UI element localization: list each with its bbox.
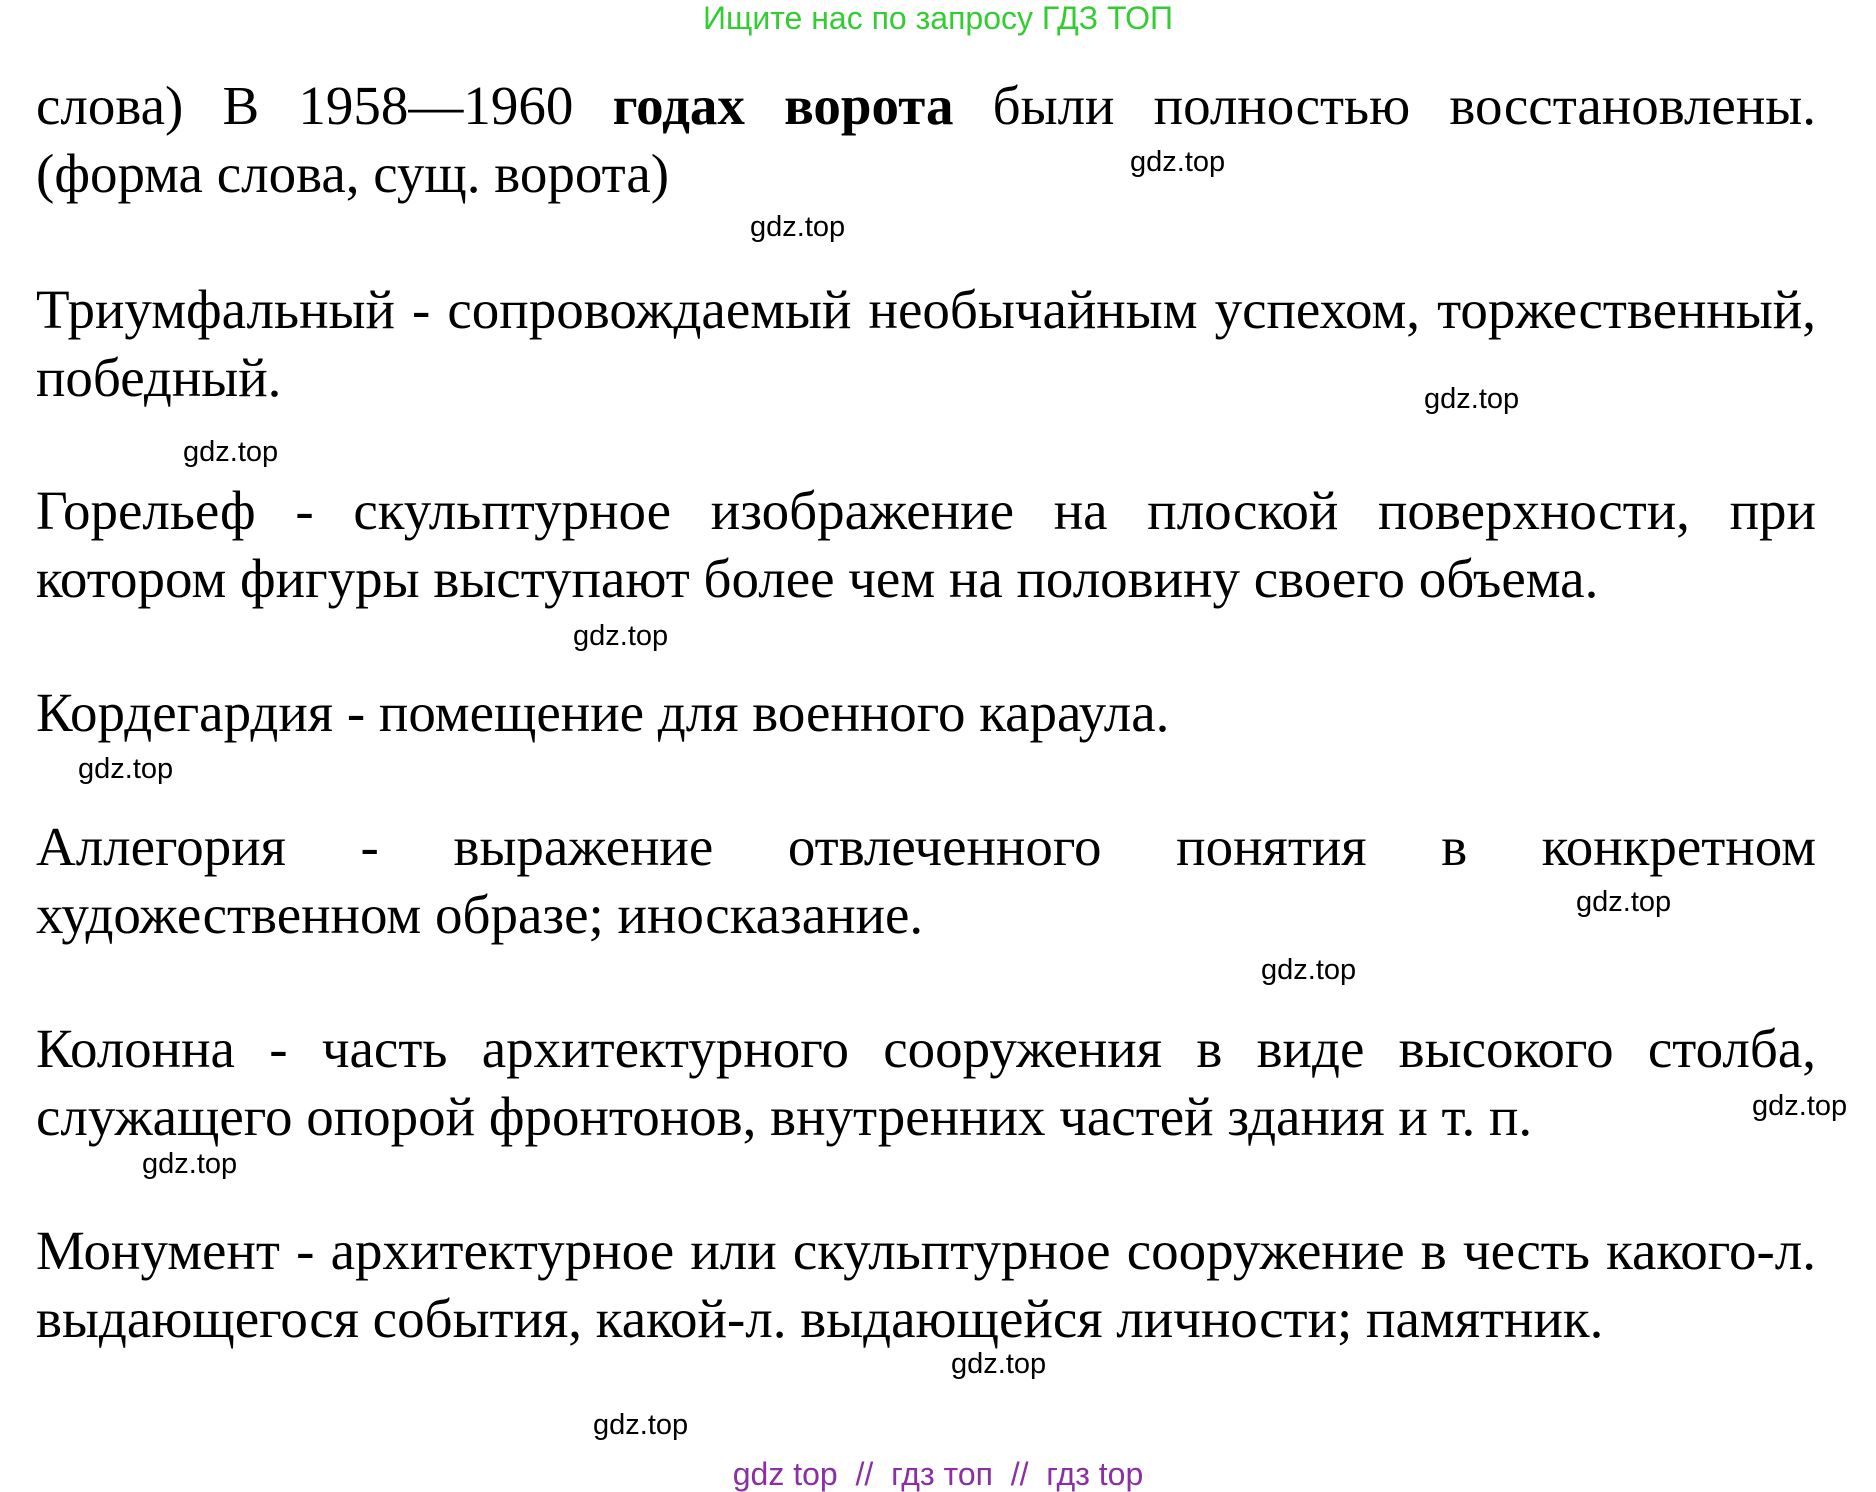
watermark: gdz.top [593, 1409, 689, 1441]
watermark: gdz.top [1261, 954, 1357, 986]
definition-column: Колонна - часть архитектурного сооружения в виде высокого столба, служащего опорой фронтонов, внутренних частей здания и т. п. [36, 1018, 1816, 1147]
definition-allegory: Аллегория - выражение отвлеченного понятия в конкретном художественном образе; иносказание. [36, 816, 1816, 945]
watermark: gdz.top [1752, 1090, 1848, 1122]
intro-bold-phrase: годах ворота [612, 75, 954, 136]
watermark: gdz.top [573, 620, 669, 652]
definition-triumphal: Триумфальный - сопровождаемый необычайным успехом, торжественный, победный. [36, 279, 1816, 408]
watermark: gdz.top [750, 211, 846, 243]
intro-paragraph [36, 72, 1816, 208]
definition-guardhouse: Кордегардия - помещение для военного караула. [36, 682, 1170, 743]
watermark: gdz.top [1424, 383, 1520, 415]
search-hint-banner: Ищите нас по запросу ГДЗ ТОП [703, 0, 1173, 36]
intro-text-after: были полностью восстановлены. (форма слова, сущ. ворота) [36, 75, 1816, 204]
watermark: gdz.top [183, 436, 279, 468]
watermark: gdz.top [142, 1148, 238, 1180]
definition-high-relief: Горельеф - скульптурное изображение на плоской поверхности, при котором фигуры выступают более чем на половину своего объема. [36, 480, 1816, 609]
footer-watermark: gdz top // гдз топ // гдз top [732, 1456, 1144, 1492]
watermark: gdz.top [951, 1348, 1047, 1380]
watermark: gdz.top [1576, 886, 1672, 918]
intro-text-before: слова) В 1958—1960 [36, 75, 613, 136]
definition-monument: Монумент - архитектурное или скульптурное сооружение в честь какого-л. выдающегося события, какой-л. выдающейся личности; памятник. [36, 1220, 1816, 1349]
watermark: gdz.top [78, 753, 174, 785]
watermark: gdz.top [1130, 146, 1226, 178]
